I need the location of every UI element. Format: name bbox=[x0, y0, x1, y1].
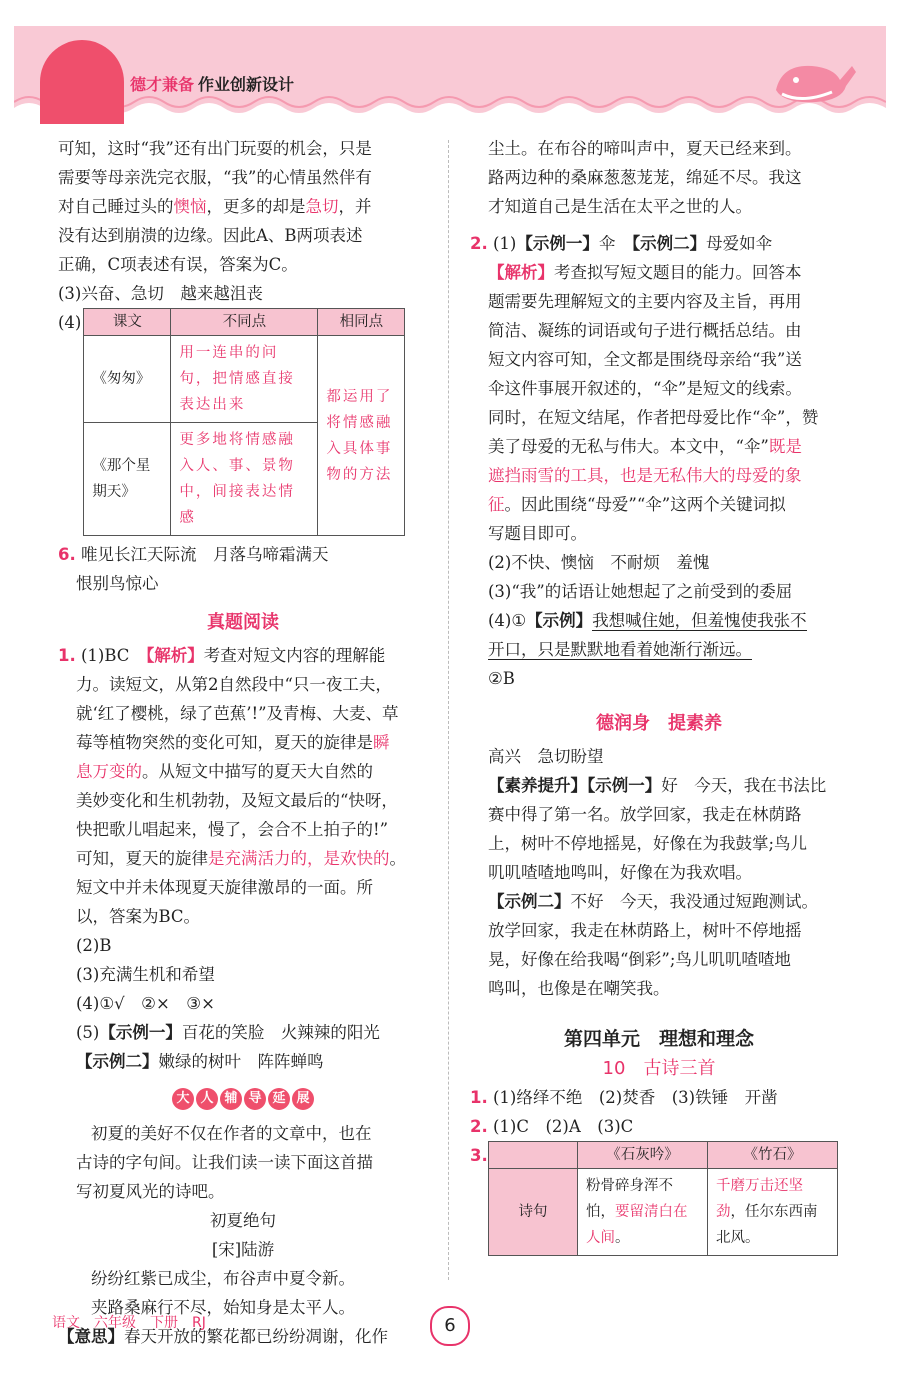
brand-name: 德才兼备 bbox=[130, 75, 195, 94]
table-header: 《石灰吟》 bbox=[578, 1142, 708, 1169]
lesson-answer-3: 3. 《石灰吟》 《竹石》 诗句 粉骨碎身浑不怕，要留清白在人间。 千磨万击还坚劲，任尔东西南北风。 bbox=[470, 1141, 848, 1256]
lesson-title: 10 古诗三首 bbox=[602, 1058, 716, 1079]
lesson-answer-1: 1. (1)络绎不绝 (2)焚香 (3)铁锤 开凿 bbox=[470, 1088, 778, 1107]
answer-2: 2. (1)【示例一】伞 【示例二】母爱如伞 bbox=[470, 234, 773, 253]
table-cell: 千磨万击还坚劲，任尔东西南北风。 bbox=[708, 1169, 838, 1256]
answer-6-line2: 恨别鸟惊心 bbox=[76, 574, 159, 593]
poem-author: [宋]陆游 bbox=[211, 1240, 275, 1259]
left-column: 可知，这时“我”还有出门玩耍的机会，只是 需要等母亲洗完衣服，“我”的心情虽然伴有 对自己睡过头的懊恼，更多的却是急切，并 没有达到崩溃的边缘。因此A、B两项表述 正确，C项表述有误，答案为C。 (3)兴奋、急切 越来越沮丧 (4) 课文 不同点 相同点 《匆匆》 用一连串的问句，把情感直接表达出来 都运用了将情感融入具体事物的方法 《那个星期天》 更多地将情感融入人、事、景物中，间接表达情感 6. 唯见长江天际流 月落乌啼霜满天 恨别鸟惊心 真题阅读 1. (1)BC 【解析】考查对短文内容的理解能 力。读短文，从第2自然段中“只一夜工夫， 就‘红了樱桃，绿了芭蕉’!”及青梅、大麦、草 莓等植物突然的变化可知，夏天的旋律是瞬 息万变的。从短文中描写的夏天大自然的 美妙变化和生机勃勃，及短文最后的“快呀， 快把歌儿唱起来，慢了，会合不上拍子的!” 可知，夏天的旋律是充满活力的，是欢快的。 短文中并未体现夏天旋律激昂的一面。所 以，答案为BC。 (2)B (3)充满生机和希望 (4)①√ ②× ③× (5)【示例一】百花的笑脸 火辣辣的阳光 【示例二】嫩绿的树叶 阵阵蝉鸣 大 人 辅 导 延 展 初夏的美好不仅在作者的文章中，也在 古诗的字句间。让我们读一读下面这首描 写初夏风光的诗吧。 初夏绝句 [宋]陆游 纷纷红紫已成尘，布谷声中夏令新。 夹路桑麻行不尽，始知身是太平人。 【意思】春天开放的繁花都已纷纷凋谢，化作 bbox=[58, 134, 428, 1351]
section-title: 德润身 提素养 bbox=[596, 713, 722, 734]
answer-4: (4) 课文 不同点 相同点 《匆匆》 用一连串的问句，把情感直接表达出来 都运用了将情感融入具体事物的方法 《那个星期天》 更多地将情感融入人、事、景物中，间接表达情感 bbox=[58, 308, 428, 536]
table-header: 《竹石》 bbox=[708, 1142, 838, 1169]
footer-info: 语文 六年级 下册 RJ bbox=[52, 1315, 206, 1331]
table-cell: 粉骨碎身浑不怕，要留清白在人间。 bbox=[578, 1169, 708, 1256]
brand-title bbox=[130, 72, 294, 95]
table-header: 课文 bbox=[84, 309, 171, 336]
table-cell: 《匆匆》 bbox=[84, 336, 171, 423]
table-cell: 用一连串的问句，把情感直接表达出来 bbox=[171, 336, 318, 423]
wave-decoration bbox=[14, 94, 886, 124]
paragraph: 对自己睡过头的懊恼，更多的却是急切，并 bbox=[58, 197, 372, 216]
table-cell: 《那个星期天》 bbox=[84, 423, 171, 536]
paragraph: 可知，这时“我”还有出门玩耍的机会，只是 bbox=[58, 139, 372, 158]
brand-subtitle: 作业创新设计 bbox=[198, 75, 295, 94]
lesson-answer-2: 2. (1)C (2)A (3)C bbox=[470, 1117, 634, 1136]
poem-line: 纷纷红紫已成尘，布谷声中夏令新。 bbox=[91, 1269, 355, 1288]
page-number: 6 bbox=[430, 1306, 470, 1346]
table-cell: 更多地将情感融入人、事、景物中，间接表达情感 bbox=[171, 423, 318, 536]
section-title: 真题阅读 bbox=[207, 612, 279, 633]
sun-decoration bbox=[40, 40, 124, 124]
poem-line: 夹路桑麻行不尽，始知身是太平人。 bbox=[91, 1298, 355, 1317]
table-cell: 都运用了将情感融入具体事物的方法 bbox=[318, 336, 405, 536]
right-column: 尘土。在布谷的啼叫声中，夏天已经来到。 路两边种的桑麻葱葱茏茏，绵延不尽。我这 才知道自己是生活在太平之世的人。 2. (1)【示例一】伞 【示例二】母爱如伞 【解析】考查拟写短文题目的能力。回答本 题需要先理解短文的主要内容及主旨，再用 简洁、凝练的词语或句子进行概括总结。由 短文内容可知，全文都是围绕母亲给“我”送 伞这件事展开叙述的，“伞”是短文的线索。 同时，在短文结尾，作者把母爱比作“伞”，赞 美了母爱的无私与伟大。本文中，“伞”既是 遮挡雨雪的工具，也是无私伟大的母爱的象 征。因此围绕“母爱”“伞”这两个关键词拟 写题目即可。 (2)不快、懊恼 不耐烦 羞愧 (3)“我”的话语让她想起了之前受到的委屈 (4)①【示例】我想喊住她，但羞愧使我张不 开口，只是默默地看着她渐行渐远。 ②B 德润身 提素养 高兴 急切盼望 【素养提升】【示例一】好 今天，我在书法比 赛中得了第一名。放学回家，我走在林荫路 上，树叶不停地摇晃，好像在为我鼓掌;鸟儿 叽叽喳喳地鸣叫，好像在为我欢唱。 【示例二】不好 今天，我没通过短跑测试。 放学回家，我走在林荫路上，树叶不停地摇 晃，好像在给我喝“倒彩”;鸟儿叽叽喳喳地 鸣叫，也像是在嘲笑我。 第四单元 理想和理念 10 古诗三首 1. (1)络绎不绝 (2)焚香 (3)铁锤 开凿 2. (1)C (2)A (3)C 3. 《石灰吟》 《竹石》 诗句 粉骨碎身浑不怕，要留清白在人间。 千磨万击还坚劲，任尔东西南北风。 bbox=[470, 134, 848, 1256]
table-header bbox=[489, 1142, 578, 1169]
table-header: 相同点 bbox=[318, 309, 405, 336]
paragraph: 没有达到崩溃的边缘。因此A、B两项表述 bbox=[58, 226, 363, 245]
paragraph: 需要等母亲洗完衣服，“我”的心情虽然伴有 bbox=[58, 168, 372, 187]
reading-answer-1: 1. (1)BC 【解析】考查对短文内容的理解能 bbox=[58, 646, 386, 665]
paragraph: 正确，C项表述有误，答案为C。 bbox=[58, 255, 298, 274]
poem-title: 初夏绝句 bbox=[210, 1211, 276, 1230]
extension-badge: 大 人 辅 导 延 展 bbox=[58, 1082, 428, 1111]
whale-icon bbox=[772, 50, 858, 106]
unit-title: 第四单元 理想和理念 bbox=[563, 1028, 754, 1050]
answer-6: 6. 唯见长江天际流 月落乌啼霜满天 bbox=[58, 545, 329, 564]
column-divider bbox=[448, 140, 449, 1280]
comparison-table bbox=[83, 308, 405, 536]
table-header: 不同点 bbox=[171, 309, 318, 336]
table-cell: 诗句 bbox=[489, 1169, 578, 1256]
answer-3: (3)兴奋、急切 越来越沮丧 bbox=[58, 284, 263, 303]
poem-table bbox=[488, 1141, 838, 1256]
